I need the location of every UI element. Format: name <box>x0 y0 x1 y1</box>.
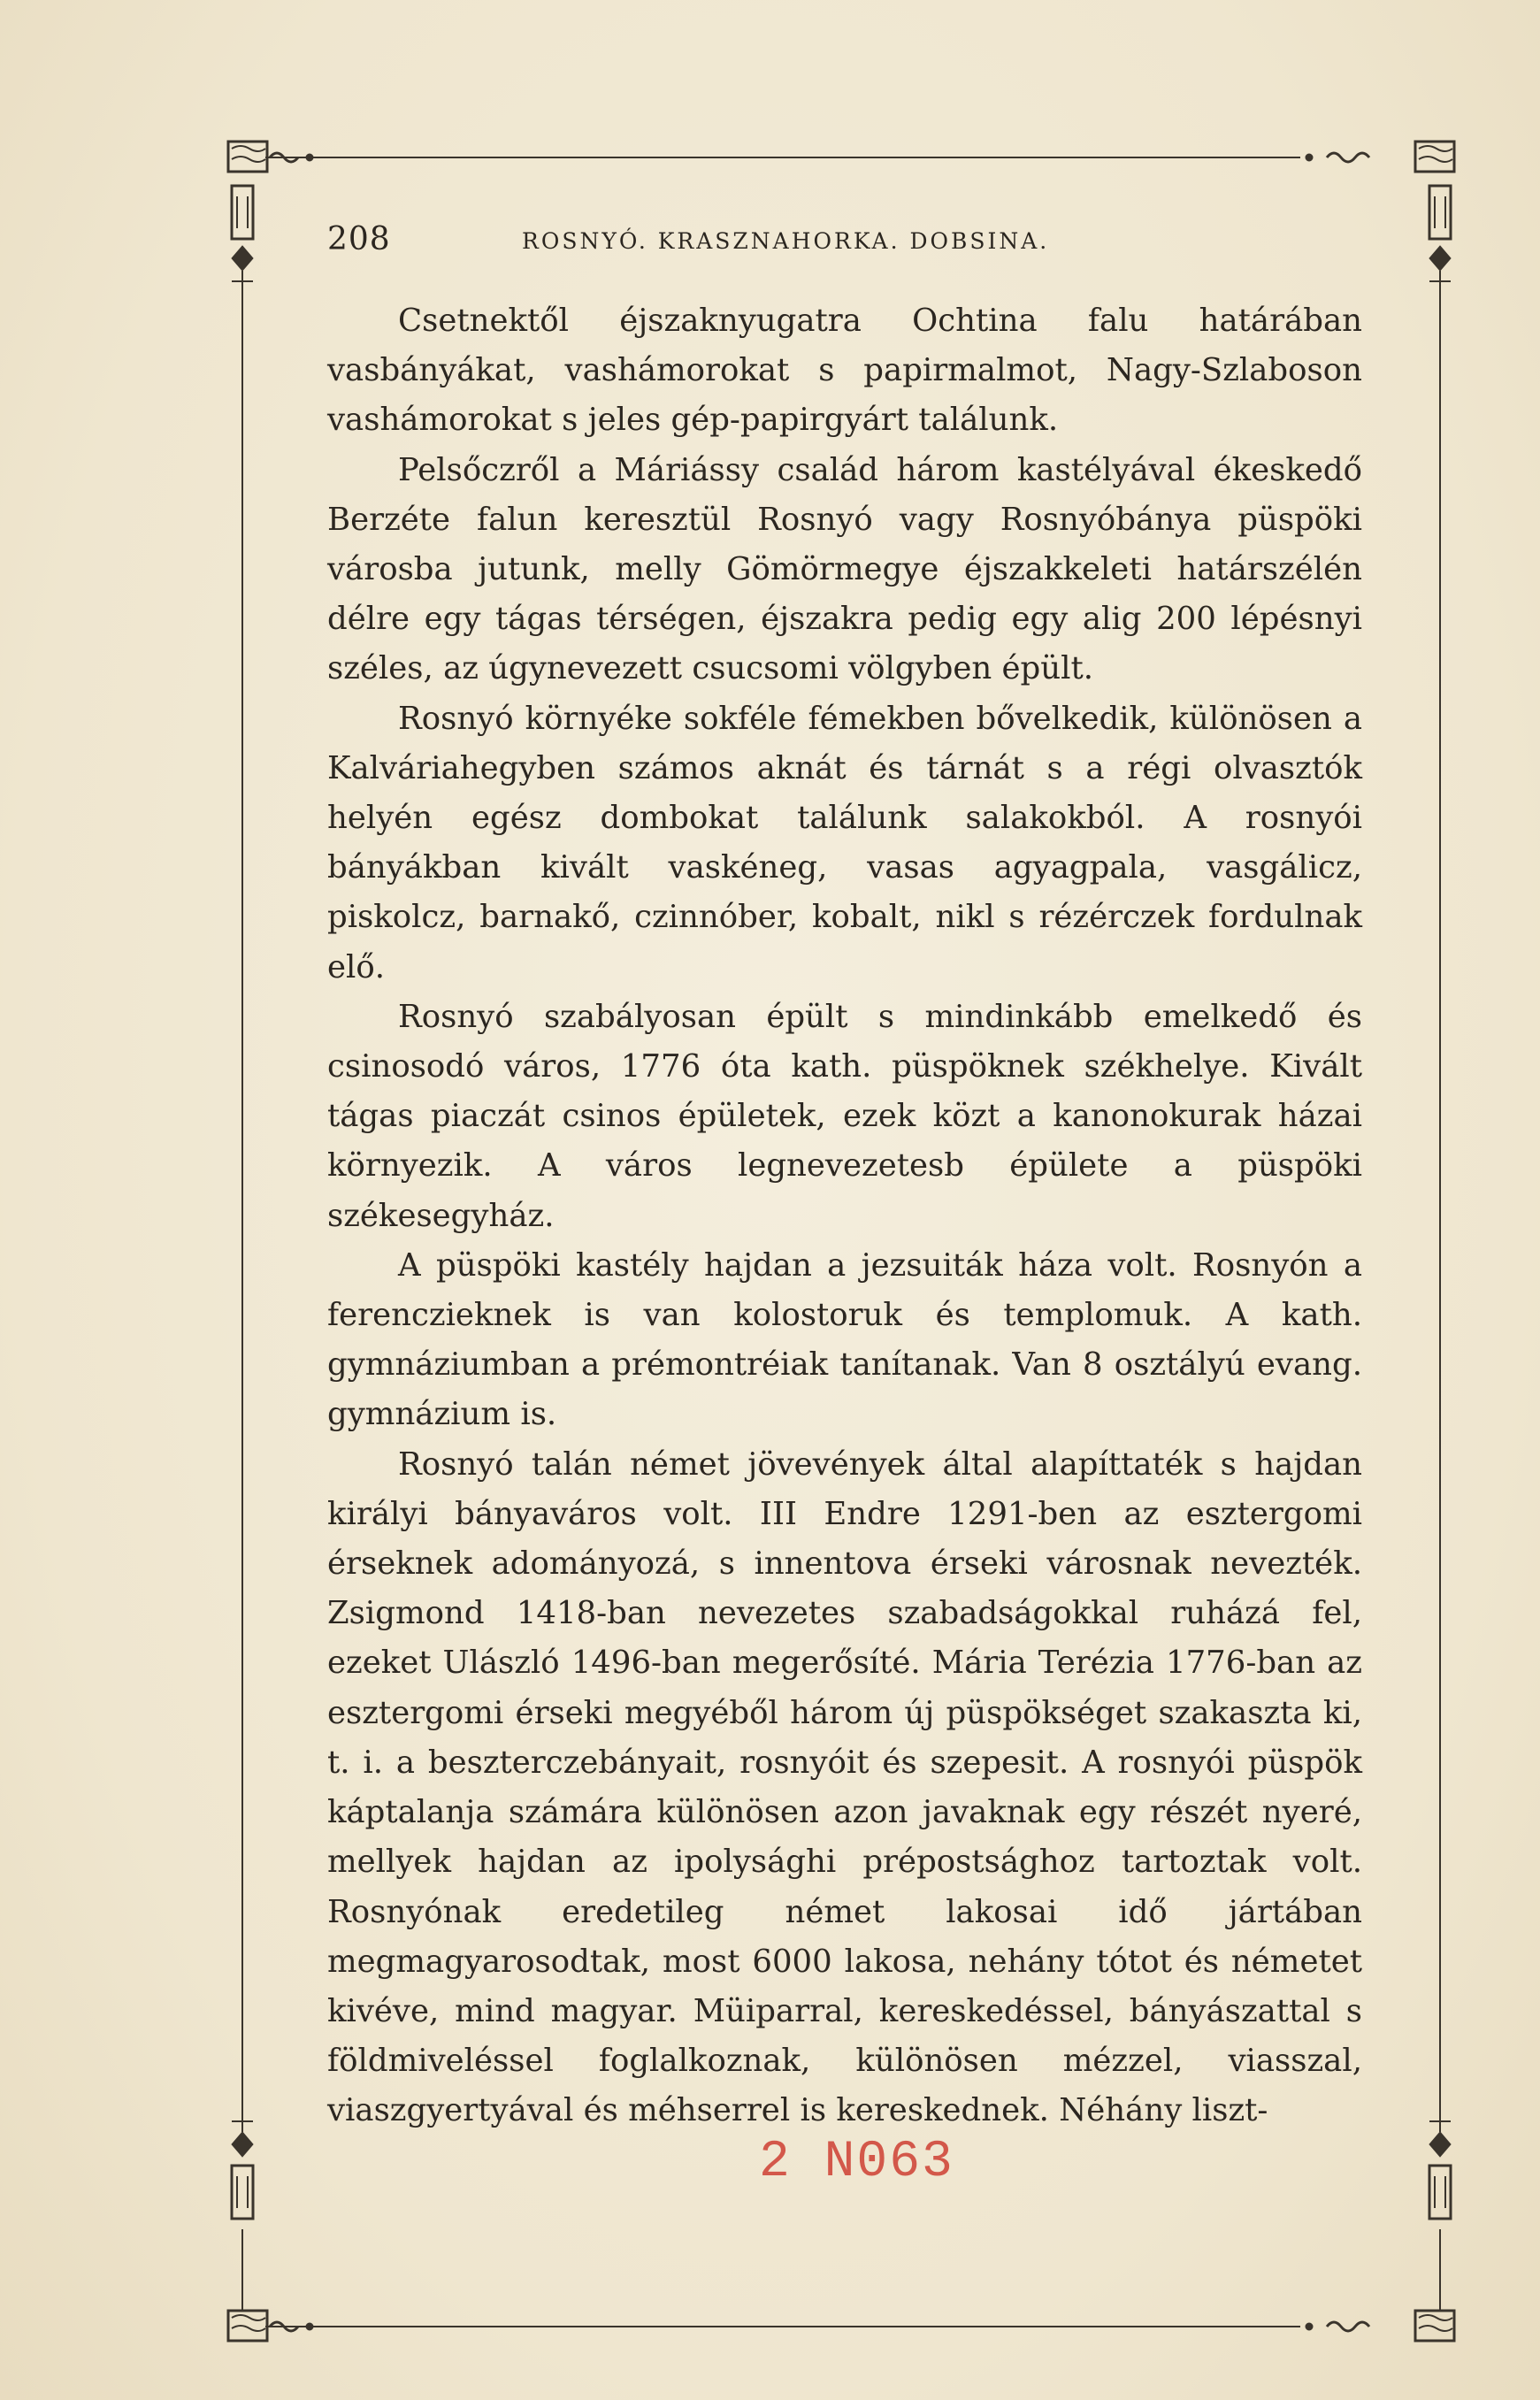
page-number: 208 <box>327 221 391 257</box>
paragraph: Rosnyó környéke sokféle fémekben bővelkedik, különösen a Kalváriahegyben számos aknát és tárnát s a régi olvasztók helyén egész dombokat találunk salakokból. A rosnyói bányákban kivált vaskéneg, vasas agyagpala, vasgálicz, piskolcz, barnakő, czinnóber, kobalt, nikl s rézérczek fordulnak elő. <box>327 700 1362 985</box>
running-head: ROSNYÓ. KRASZNAHORKA. DOBSINA. <box>522 228 1050 254</box>
page-header <box>327 221 1327 274</box>
paragraph: Pelsőczről a Máriássy család három kastélyával ékeskedő Berzéte falun keresztül Rosnyó vagy Rosnyóbánya püspöki városba jutunk, melly Gömörmegye éjszakkeleti határszélén délre egy tágas térségen, éjszakra pedig egy alig 200 lépésnyi széles, az úgynevezett csucsomi völgyben épült. <box>327 451 1362 687</box>
top-left-ornament <box>228 142 313 310</box>
library-stamp: 2 N063 <box>759 2134 954 2191</box>
paragraph: Rosnyó talán német jövevények által alapíttaték s hajdan királyi bányaváros volt. III Endre 1291-ben az esztergomi érseknek adományozá, s innentova érseki városnak nevezték. Zsigmond 1418-ban nevezetes szabadságokkal ruházá fel, ezeket Ulászló 1496-ban megerősíté. Mária Terézia 1776-ban az esztergomi érseki megyéből három új püspökséget szakaszta ki, t. i. a beszterczebányait, rosnyóit és szepesit. A rosnyói püspök káptalanja számára különösen azon javaknak egy részét nyeré, mellyek hajdan az ipolysághi prépostsághoz tartoztak volt. Rosnyónak eredetileg német lakosai idő jártában megmagyarosodtak, most 6000 lakosa, nehány tótot és németet kivéve, mind magyar. Müiparral, kereskedéssel, bányászattal s földmiveléssel foglalkoznak, különösen mézzel, viasszal, viaszgyertyával és méhserrel is kereskednek. Néhány liszt- <box>327 1445 1362 2129</box>
bottom-left-ornament <box>228 2097 313 2341</box>
paragraph: Csetnektől éjszaknyugatra Ochtina falu határában vasbányákat, vashámorokat s papirmalmot, Nagy-Szlaboson vashámorokat s jeles gép-papirgyárt találunk. <box>327 303 1362 439</box>
paragraph: A püspöki kastély hajdan a jezsuiták háza volt. Rosnyón a ferenczieknek is van kolostoruk és templomuk. A kath. gymnáziumban a prémontréiak tanítanak. Van 8 osztályú evang. gymnázium is. <box>327 1246 1362 1433</box>
top-right-ornament <box>1306 142 1454 310</box>
body-text <box>327 296 1362 2136</box>
paragraph: Rosnyó szabályosan épült s mindinkább emelkedő és csinosodó város, 1776 óta kath. püspöknek székhelye. Kivált tágas piaczát csinos épületek, ezek közt a kanonokurak házai környezik. A város legnevezetesb épülete a püspöki székesegyház. <box>327 998 1362 1234</box>
